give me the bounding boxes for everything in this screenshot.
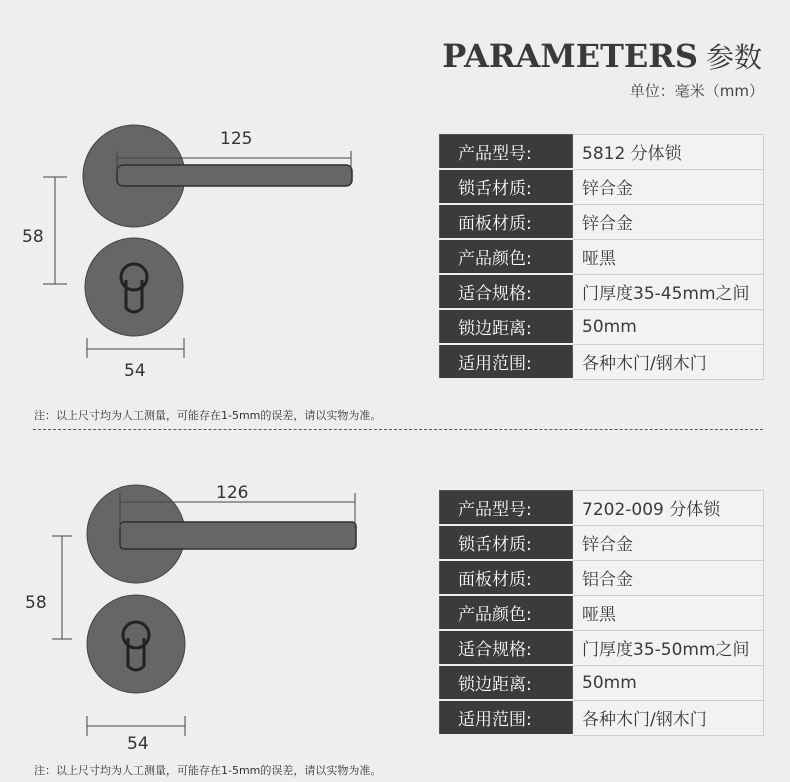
spec-value: 各种木门/钢木门 <box>573 700 764 735</box>
lever-handle <box>117 165 352 186</box>
measurement-note: 注：以上尺寸均为人工测量，可能存在1-5mm的误差，请以实物为准。 <box>34 764 382 777</box>
spec-key: 锁舌材质: <box>440 169 573 204</box>
lever-handle <box>120 522 356 549</box>
spec-key: 产品型号: <box>440 135 573 170</box>
spec-value: 锌合金 <box>573 525 764 560</box>
spec-value: 50mm <box>573 665 764 700</box>
spec-table-1 <box>439 134 764 380</box>
dim-length-label: 125 <box>220 129 253 149</box>
spec-key: 产品颜色: <box>440 595 573 630</box>
table-row <box>440 491 764 526</box>
spec-value: 7202-009 分体锁 <box>573 491 764 526</box>
table-row <box>440 309 764 344</box>
table-row <box>440 595 764 630</box>
spec-key: 面板材质: <box>440 204 573 239</box>
table-row <box>440 525 764 560</box>
table-row <box>440 560 764 595</box>
spec-value: 哑黑 <box>573 239 764 274</box>
spec-value: 5812 分体锁 <box>573 135 764 170</box>
unit-label: 单位：毫米（mm） <box>629 82 764 100</box>
title-english: PARAMETERS <box>442 37 698 75</box>
table-row <box>440 135 764 170</box>
spec-key: 面板材质: <box>440 560 573 595</box>
spec-value: 门厚度35-45mm之间 <box>573 274 764 309</box>
table-row <box>440 274 764 309</box>
dim-width-label: 54 <box>127 734 149 754</box>
spec-value: 锌合金 <box>573 204 764 239</box>
dim-width-label: 54 <box>124 361 146 381</box>
spec-value: 锌合金 <box>573 169 764 204</box>
spec-key: 产品颜色: <box>440 239 573 274</box>
spec-table-2 <box>439 490 764 736</box>
spec-key: 适合规格: <box>440 274 573 309</box>
keyhole-escutcheon <box>85 238 183 336</box>
table-row <box>440 700 764 735</box>
title-chinese: 参数 <box>705 41 762 74</box>
table-row <box>440 204 764 239</box>
product-section-2 <box>0 356 790 777</box>
spec-key: 产品型号: <box>440 491 573 526</box>
table-row <box>440 169 764 204</box>
keyhole-escutcheon <box>87 595 185 693</box>
spec-value: 各种木门/钢木门 <box>573 344 764 379</box>
table-row <box>440 665 764 700</box>
spec-value: 门厚度35-50mm之间 <box>573 630 764 665</box>
spec-key: 锁舌材质: <box>440 525 573 560</box>
spec-value: 哑黑 <box>573 595 764 630</box>
spec-value: 铝合金 <box>573 560 764 595</box>
spec-key: 适合规格: <box>440 630 573 665</box>
measurement-note: 注：以上尺寸均为人工测量，可能存在1-5mm的误差，请以实物为准。 <box>34 409 382 422</box>
spec-key: 适用范围: <box>440 700 573 735</box>
spec-value: 50mm <box>573 309 764 344</box>
dim-height-label: 58 <box>22 227 44 247</box>
spec-key: 锁边距离: <box>440 309 573 344</box>
dim-length-label: 126 <box>216 483 249 503</box>
spec-key: 适用范围: <box>440 344 573 379</box>
spec-key: 锁边距离: <box>440 665 573 700</box>
dim-height-label: 58 <box>25 593 47 613</box>
table-row <box>440 239 764 274</box>
table-row <box>440 630 764 665</box>
